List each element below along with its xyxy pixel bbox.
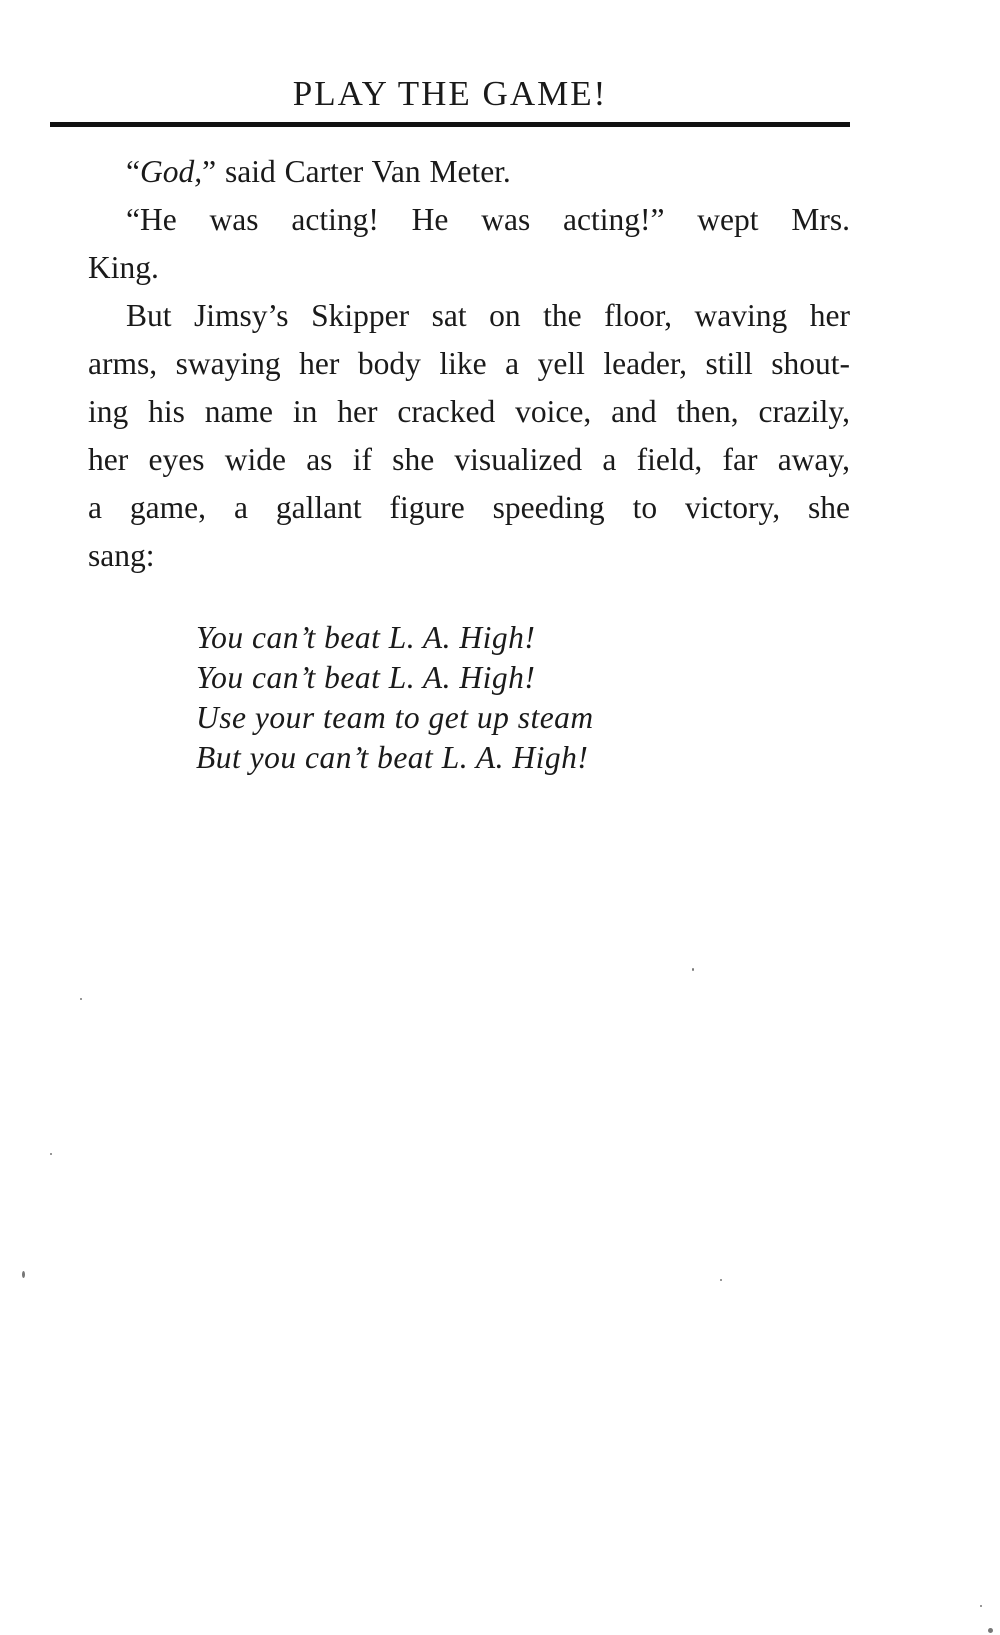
- paragraph-3-line-5: a game, a gallant figure speeding to victory, she: [88, 490, 850, 525]
- verse-line: You can’t beat L. A. High!: [196, 620, 536, 655]
- running-head: PLAY THE GAME!: [292, 74, 608, 113]
- emphasis-god: God,: [139, 154, 203, 189]
- header-rule: [50, 122, 850, 127]
- paragraph-3-line-3: ing his name in her cracked voice, and then, crazily,: [88, 394, 850, 429]
- body-text: [50, 148, 850, 580]
- scan-speck: [980, 1605, 982, 1607]
- paragraph-2-line-1: “He was acting! He was acting!” wept Mrs.: [126, 202, 850, 237]
- song-verse: [196, 618, 594, 778]
- paragraph-2: [50, 196, 850, 292]
- scan-speck: [720, 1279, 722, 1281]
- paragraph-1-rest: said Carter Van Meter.: [216, 154, 511, 189]
- paragraph-3: [50, 292, 850, 580]
- scan-speck: [988, 1628, 993, 1633]
- verse-line: But you can’t beat L. A. High!: [196, 740, 589, 775]
- close-quote: ”: [202, 154, 217, 189]
- paragraph-1-line: [50, 148, 850, 196]
- scan-speck: [22, 1271, 25, 1278]
- paragraph-3-line-1: But Jimsy’s Skipper sat on the floor, waving her: [126, 298, 850, 333]
- paragraph-1: [50, 148, 850, 196]
- paragraph-3-line-6: sang:: [88, 538, 155, 573]
- verse-line: Use your team to get up steam: [196, 700, 594, 735]
- paragraph-3-line-2: arms, swaying her body like a yell leader, still shout-: [88, 346, 850, 381]
- paragraph-2-line-2: King.: [88, 250, 159, 285]
- open-quote: “: [126, 154, 140, 189]
- paragraph-3-line-4: her eyes wide as if she visualized a field, far away,: [88, 442, 850, 477]
- scan-speck: [80, 998, 82, 1000]
- scan-speck: [50, 1153, 52, 1155]
- verse-line: You can’t beat L. A. High!: [196, 660, 536, 695]
- scan-speck: [692, 968, 694, 971]
